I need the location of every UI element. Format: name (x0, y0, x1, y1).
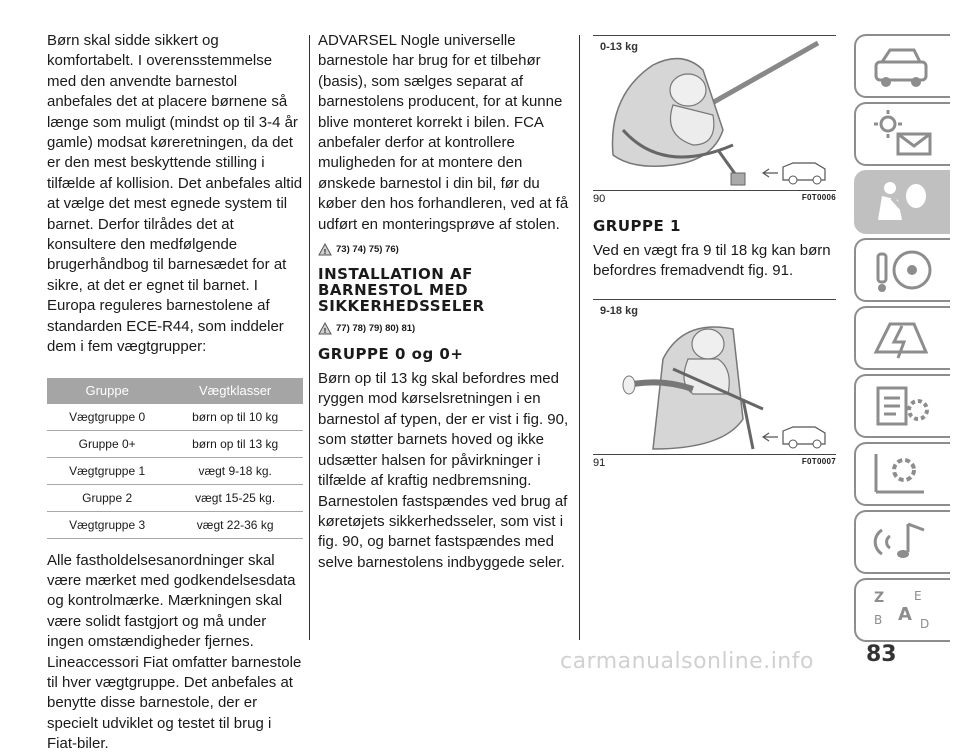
warning-ref-text: 77) 78) 79) 80) 81) (336, 323, 416, 335)
section-heading-installation: INSTALLATION AF BARNESTOL MED SIKKERHEDSSELER (318, 265, 485, 316)
tab-warning-lights[interactable] (854, 102, 950, 166)
column-1 (47, 0, 303, 755)
svg-text:!: ! (323, 327, 327, 336)
tab-starting-driving[interactable] (854, 238, 950, 302)
table-row (47, 457, 303, 484)
tab-maintenance[interactable] (854, 374, 950, 438)
table-cell: vægt 9-18 kg. (167, 457, 303, 484)
tab-technical-data[interactable] (854, 442, 950, 506)
rear-facing-child-seat-illustration (593, 35, 836, 190)
table-cell: vægt 22-36 kg (167, 511, 303, 538)
svg-text:E: E (914, 589, 922, 603)
figure-weight-label: 9-18 kg (600, 304, 638, 317)
weight-group-table (47, 378, 303, 539)
gruppe-1-paragraph: Ved en vægt fra 9 til 18 kg kan børn befordres fremadvendt fig. 91. (593, 242, 831, 280)
tab-dashboard[interactable] (854, 34, 950, 98)
warning-reference-1 (318, 243, 570, 256)
technical-data-icon (868, 448, 938, 500)
table-row (47, 430, 303, 457)
table-cell: Gruppe 2 (47, 484, 167, 511)
svg-text:!: ! (323, 248, 327, 257)
key-steering-icon (868, 244, 938, 296)
table-cell: Gruppe 0+ (47, 430, 167, 457)
table-cell: Vægtgruppe 1 (47, 457, 167, 484)
column-2 (318, 0, 570, 573)
intro-paragraph: Børn skal sidde sikkert og komfortabelt. I overensstemmelse med den anvendte barnestol anbefales det at placere børnene så længe som muligt (mindst op til 3-4 år gamle) modsat køreretningen, da det er den mest beskyttende stilling i tilfælde af kollision. Det anbefales altid at vælge det mest egnede system til barnet. Derfor tilrådes det at konsultere den medfølgende brugerhåndbog til barnesædet for at sikre, at det er egnet til barnet. I Europa reguleres barnestolene af standarden ECE-R44, som inddeler dem i fem vægtgrupper: (47, 32, 303, 356)
table-cell: børn op til 10 kg (167, 404, 303, 431)
page-number: 83 (866, 642, 897, 667)
figure-caption (593, 457, 836, 469)
warning-ref-text: 73) 74) 75) 76) (336, 244, 399, 256)
warning-triangle-icon (318, 322, 332, 335)
table-cell: børn op til 13 kg (167, 430, 303, 457)
figure-91 (593, 299, 836, 455)
table-row (47, 404, 303, 431)
section-heading-gruppe-0: GRUPPE 0 og 0+ (318, 345, 464, 364)
tab-safety[interactable] (854, 170, 950, 234)
warning-reference-2 (318, 322, 570, 335)
table-cell: vægt 15-25 kg. (167, 484, 303, 511)
figure-weight-label: 0-13 kg (600, 41, 638, 53)
index-icon (868, 584, 938, 636)
multimedia-icon (868, 516, 938, 568)
car-dashboard-icon (868, 40, 938, 92)
emergency-icon (868, 312, 938, 364)
column-divider (309, 35, 310, 640)
figure-number: 91 (593, 456, 606, 469)
tab-index[interactable] (854, 578, 950, 642)
column-divider (579, 35, 580, 640)
table-header-row (47, 378, 303, 404)
figure-code: F0T0006 (801, 193, 836, 202)
svg-text:D: D (920, 617, 930, 631)
warning-paragraph: ADVARSEL Nogle universelle barnestole har brug for et tilbehør (basis), som sælges separat af barnestolens producent, for at kunne blive monteret korrekt i bilen. FCA anbefaler derfor at kontrollere muligheden for at montere den ønskede barnestol i din bil, før du køber den hos forhandleren, ved at få udført en monteringsprøve af stolen. (318, 32, 569, 233)
tab-emergency[interactable] (854, 306, 950, 370)
column-3 (593, 0, 843, 469)
table-row (47, 484, 303, 511)
table-row (47, 511, 303, 538)
gruppe-0-paragraph: Børn op til 13 kg skal befordres med ryggen mod kørselsretningen i en barnestol af typen, der er vist i fig. 90, som støtter barnets hoved og ikke udsætter halsen for påvirkninger i tilfælde af kraftig nedbremsning. Barnestolen fastspændes ved brug af køretøjets sikkerhedsseler, som vist i fig. 90, og barnet fastspændes med selve barnestolens indbyggede seler. (318, 370, 569, 571)
figure-caption (593, 193, 836, 205)
warning-lights-icon (868, 108, 938, 160)
figure-code: F0T0007 (801, 456, 836, 466)
chapter-tabs (854, 34, 954, 646)
figure-90 (593, 35, 836, 191)
figure-number: 90 (593, 193, 606, 205)
table-cell: Vægtgruppe 0 (47, 404, 167, 431)
watermark-text: carmanualsonline.info (560, 649, 814, 674)
tab-multimedia[interactable] (854, 510, 950, 574)
maintenance-icon (868, 380, 938, 432)
warning-triangle-icon (318, 243, 332, 256)
airbag-seat-icon (868, 176, 938, 228)
fastening-paragraph: Alle fastholdelsesanordninger skal være mærket med godkendelsesdata og kontrolmærke. Mærkningen skal være solidt fastgjort og må under ingen omstændigheder fjernes. Lineaccessori Fiat omfatter barnestole til hver vægtgruppe. Det anbefales at benytte disse barnestole, der er specielt udviklet og testet til brug i Fiat-biler. (47, 551, 302, 753)
table-header-vaegtklasser: Vægtklasser (167, 378, 303, 404)
svg-text:A: A (898, 604, 912, 625)
svg-text:B: B (874, 613, 883, 627)
svg-text:Z: Z (874, 590, 885, 606)
table-header-gruppe: Gruppe (47, 378, 167, 404)
forward-facing-child-seat-illustration (593, 299, 836, 454)
table-cell: Vægtgruppe 3 (47, 511, 167, 538)
section-heading-gruppe-1: GRUPPE 1 (593, 217, 681, 235)
